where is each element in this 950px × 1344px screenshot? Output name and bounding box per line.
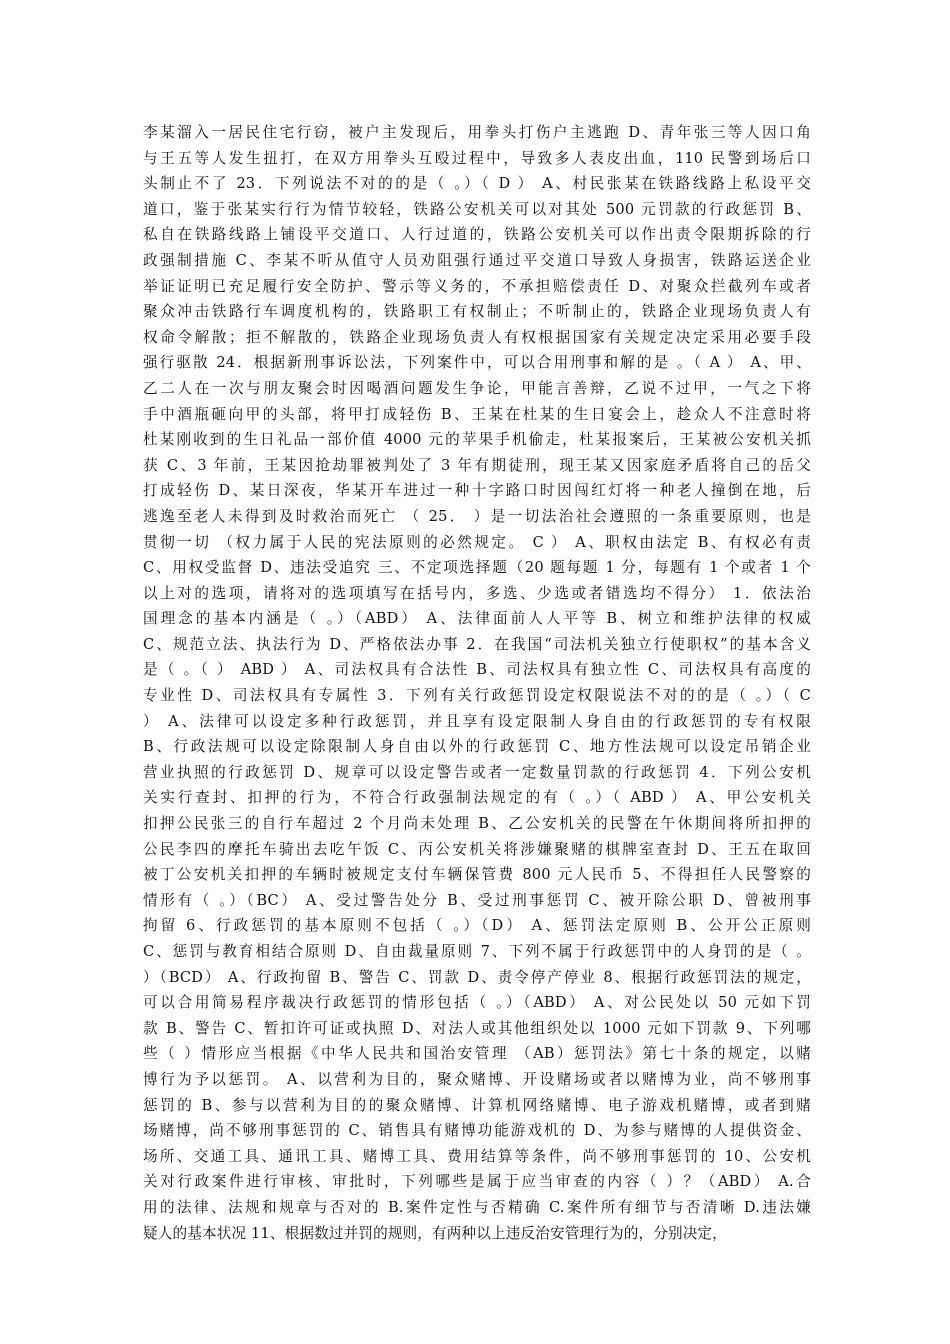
document-text-line: 权命令解散；拒不解散的，铁路企业现场负责人有权根据国家有关规定决定采用必要手段 <box>143 328 811 346</box>
document-text-line: 私自在铁路线路上铺设平交道口、人行过道的，铁路公安机关可以作出责令限期拆除的行 <box>143 226 811 244</box>
document-text-line: ）（BCD） A、行政拘留 B、警告 C、罚款 D、责令停产停业 8、根据行政惩罚法的规定， <box>143 968 811 986</box>
document-text-line: 头制止不了 23．下列说法不对的的是（ 。）（ D ） A、村民张某在铁路线路上私设平交 <box>143 175 811 193</box>
document-text-line: 政强制措施 C、李某不听从值守人员劝阻强行通过平交道口导致人身损害，铁路运送企业 <box>143 251 811 269</box>
document-text-line: 博行为予以惩罚。 A、以营利为目的，聚众赌博、开设赌场或者以赌博为业，尚不够刑事 <box>143 1070 811 1088</box>
document-text-line: B、行政法规可以设定除限制人身自由以外的行政惩罚 C、地方性法规可以设定吊销企业 <box>143 738 811 756</box>
document-text-line: 杜某刚收到的生日礼品一部价值 4000 元的苹果手机偷走，杜某报案后，王某被公安机关抓 <box>143 431 811 449</box>
document-text-line: 款 B、警告 C、暂扣许可证或执照 D、对法人或其他组织处以 1000 元如下罚款 9、下列哪 <box>143 1019 811 1037</box>
document-text-line: 场所、交通工具、通讯工具、赌博工具、费用结算等条件，尚不够刑事惩罚的 10、公安机 <box>143 1147 811 1165</box>
document-text-line: 手中酒瓶砸向甲的头部，将甲打成轻伤 B、王某在杜某的生日宴会上，趁众人不注意时将 <box>143 405 811 423</box>
document-text-line: 聚众冲击铁路行车调度机构的，铁路职工有权制止；不听制止的，铁路企业现场负责人有 <box>143 303 811 321</box>
document-text-line: 是（ 。（ ） ABD ） A、司法权具有合法性 B、司法权具有独立性 C、司法权具有高度的 <box>143 661 811 679</box>
document-text-line: 贯彻一切 （权力属于人民的宪法原则的必然规定。 C ） A、职权由法定 B、有权必有责 <box>143 533 811 551</box>
document-text-line: 获 C、3 年前，王某因抢劫罪被判处了 3 年有期徒刑，现王某又因家庭矛盾将自己的岳父 <box>143 456 811 474</box>
document-text-line: 关实行查封、扣押的行为，不符合行政强制法规定的有（ 。）（ ABD ） A、甲公安机关 <box>143 789 811 807</box>
document-text-line: 专业性 D、司法权具有专属性 3．下列有关行政惩罚设定权限说法不对的的是（ 。）（ C <box>143 687 811 705</box>
document-text-line: 疑人的基本状况 11、根据数过并罚的规则，有两种以上违反治安管理行为的，分别决定， <box>143 1224 727 1242</box>
document-text-line: 李某溜入一居民住宅行窃，被户主发现后，用拳头打伤户主逃跑 D、青年张三等人因口角 <box>143 124 811 141</box>
document-text-line: C、用权受监督 D、违法受追究 三、不定项选择题（20 题每题 1 分，每题有 1 个或者 1 个 <box>143 559 811 577</box>
document-text-line: 以上对的选项，请将对的选项填写在括号内，多选、少选或者错选均不得分） 1．依法治 <box>143 584 811 602</box>
document-text-line: 道口，鉴于张某实行行为情节较轻，铁路公安机关可以对其处 500 元罚款的行政惩罚 B、 <box>143 200 811 218</box>
document-text-line: 举证证明已充足履行安全防护、警示等义务的，不承担赔偿责任 D、对聚众拦截列车或者 <box>143 277 811 295</box>
document-text-line: 逃逸至老人未得到及时救治而死亡 （ 25． ）是一切法治社会遵照的一条重要原则，也是 <box>143 507 811 525</box>
document-text-line: 扣押公民张三的自行车超过 2 个月尚未处理 B、乙公安机关的民警在午休期间将所扣押的 <box>143 815 811 833</box>
document-text-line: 与王五等人发生扭打，在双方用拳头互殴过程中，导致多人表皮出血，110 民警到场后口 <box>143 149 811 167</box>
document-text-line: 关对行政案件进行审核、审批时，下列哪些是属于应当审查的内容（ ）？（ABD） A.合 <box>143 1173 811 1191</box>
document-text-line: 国理念的基本内涵是（ 。）（ABD） A、法律面前人人平等 B、树立和维护法律的权威 <box>143 610 811 628</box>
document-text-line: 公民李四的摩托车骑出去吃午饭 C、丙公安机关将涉嫌聚赌的棋牌室查封 D、王五在取回 <box>143 840 811 858</box>
document-text-line: 营业执照的行政惩罚 D、规章可以设定警告或者一定数量罚款的行政惩罚 4．下列公安机 <box>143 763 811 781</box>
document-text-line: 乙二人在一次与朋友聚会时因喝酒问题发生争论，甲能言善辩，乙说不过甲，一气之下将 <box>143 379 811 397</box>
document-text-line: 拘留 6、行政惩罚的基本原则不包括（ 。）（D） A、惩罚法定原则 B、公开公正原则 <box>143 917 811 935</box>
document-text-line: 用的法律、法规和规章与否对的 B.案件定性与否精确 C.案件所有细节与否清晰 D.违法嫌 <box>143 1198 811 1216</box>
document-text-line: 被丁公安机关扣押的车辆时被规定支付车辆保管费 800 元人民币 5、不得担任人民警察的 <box>143 866 811 884</box>
document-text-line: 强行驱散 24．根据新刑事诉讼法，下列案件中，可以合用刑事和解的是 。（ A ） A、甲、 <box>143 354 811 372</box>
document-text-line: 打成轻伤 D、某日深夜，华某开车进过一种十字路口时因闯红灯将一种老人撞倒在地，后 <box>143 482 811 500</box>
document-text-line: 惩罚的 B、参与以营利为目的的聚众赌博、计算机网络赌博、电子游戏机赌博，或者到赌 <box>143 1096 811 1114</box>
document-text-line: 可以合用简易程序裁决行政惩罚的情形包括（ 。）（ABD） A、对公民处以 50 元如下罚 <box>143 994 811 1012</box>
document-text-line: 场赌博，尚不够刑事惩罚的 C、销售具有赌博功能游戏机的 D、为参与赌博的人提供资金、 <box>143 1122 811 1140</box>
document-body <box>143 120 811 1246</box>
document-text-line: ） A、法律可以设定多种行政惩罚，并且享有设定限制人身自由的行政惩罚的专有权限 <box>143 712 811 730</box>
document-text-line: C、规范立法、执法行为 D、严格依法办事 2．在我国“司法机关独立行使职权”的基本含义 <box>143 635 811 653</box>
document-text-line: 些（ ）情形应当根据《中华人民共和国治安管理 （AB）惩罚法》第七十条的规定，以赌 <box>143 1045 811 1063</box>
document-text-line: C、惩罚与教育相结合原则 D、自由裁量原则 7、下列不属于行政惩罚中的人身罚的是（ 。 <box>143 943 811 960</box>
document-text-line: 情形有（ 。）（BC） A、受过警告处分 B、受过刑事惩罚 C、被开除公职 D、曾被刑事 <box>143 891 811 909</box>
